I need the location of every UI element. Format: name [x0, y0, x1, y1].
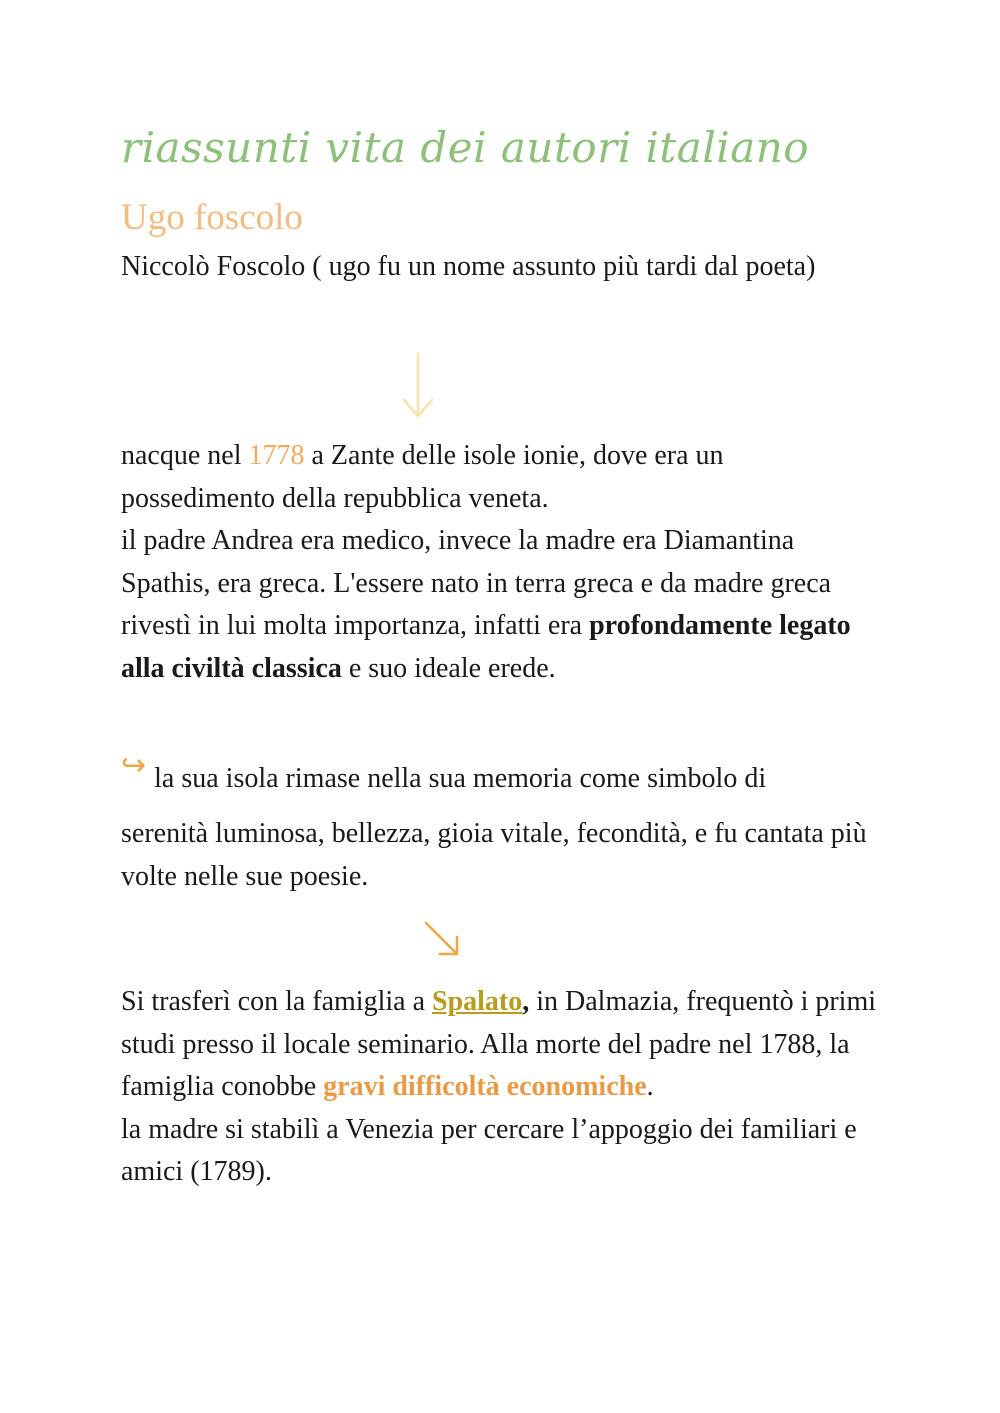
island-paragraph: serenità luminosa, bellezza, gioia vitale, fecondità, e fu cantata più volte nelle sue poesie. — [121, 818, 867, 892]
place-comma: , — [522, 986, 530, 1017]
classical-emphasis: profondamente legato alla civiltà classica — [121, 610, 851, 684]
birth-paragraph — [121, 435, 881, 690]
intro-paragraph: Niccolò Foscolo ( ugo fu un nome assunto più tardi dal poeta) — [121, 251, 816, 282]
move-paragraph — [121, 981, 881, 1194]
move-period: . — [646, 1071, 654, 1102]
arrow-down-right-icon — [420, 917, 464, 961]
birth-year: 1778 — [248, 440, 305, 471]
document-title: riassunti vita dei autori italiano — [121, 123, 810, 172]
author-heading: Ugo foscolo — [121, 197, 303, 238]
heir-text: e suo ideale erede. — [341, 652, 556, 684]
move-text-start: Si trasferì con la famiglia a — [121, 986, 432, 1017]
birth-place-text: a Zante delle isole ionie, dove era un possedimento della repubblica veneta. — [121, 440, 724, 514]
birth-text-start: nacque nel — [121, 440, 249, 471]
venice-text: la madre si stabilì a Venezia per cercare l’appoggio dei familiari e amici (1789). — [121, 1113, 857, 1187]
parents-text: il padre Andrea era medico, invece la madre era Diamantina Spathis, era greca. L'essere nato in terra greca e da madre greca rivestì in lui molta importanza, infatti era — [121, 525, 832, 641]
place-spalato: Spalato — [432, 986, 523, 1017]
move-text-middle: in Dalmazia, frequentò i primi studi presso il locale seminario. Alla morte del padre nel 1788, la famiglia conobbe — [121, 986, 877, 1102]
hook-arrow-icon: ↪ — [121, 748, 147, 783]
island-first-line — [121, 750, 921, 807]
island-first-line-text: la sua isola rimase nella sua memoria come simbolo di — [154, 763, 767, 794]
arrow-down-icon — [398, 350, 438, 422]
economic-difficulty: gravi difficoltà economiche — [323, 1071, 647, 1102]
